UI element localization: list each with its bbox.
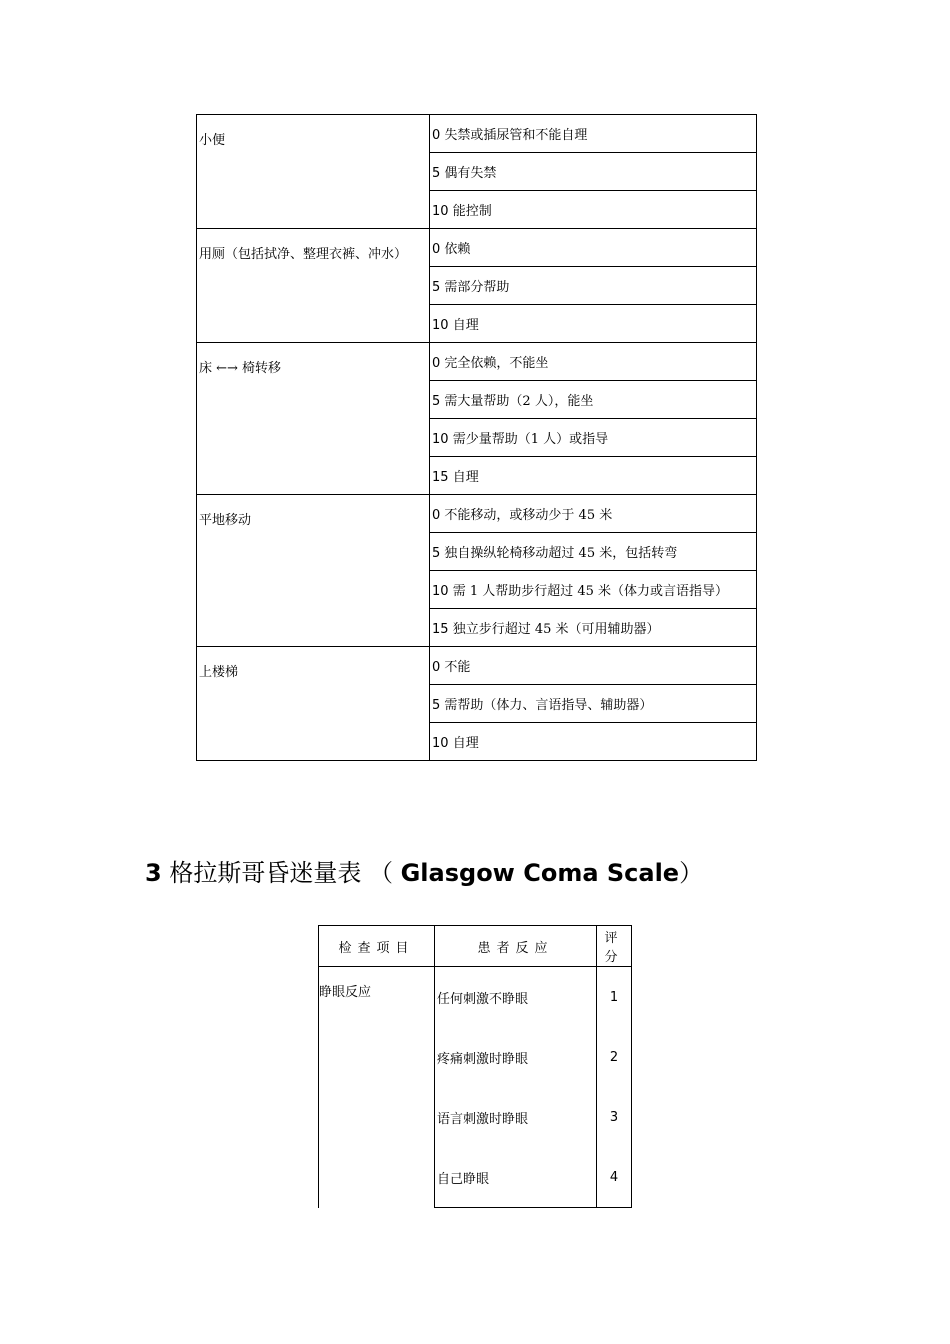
score-cell: 3 xyxy=(597,1087,632,1147)
option-score: 0 xyxy=(432,356,441,371)
option-text: 独自操纵轮椅移动超过 45 米，包括转弯 xyxy=(444,546,678,561)
option-cell xyxy=(430,685,757,723)
option-score: 0 xyxy=(432,660,441,675)
section-paren-open: （ xyxy=(361,859,401,887)
option-text: 需大量帮助（2 人），能坐 xyxy=(444,394,594,409)
table-row xyxy=(197,115,757,153)
option-text: 需 1 人帮助步行超过 45 米（体力或言语指导） xyxy=(452,584,729,599)
section-heading xyxy=(145,853,703,888)
header-response: 患者反应 xyxy=(435,926,597,967)
option-cell xyxy=(430,419,757,457)
section-title-cn: 格拉斯哥昏迷量表 xyxy=(169,859,362,887)
option-text: 需少量帮助（1 人）或指导 xyxy=(452,432,609,447)
gcs-table xyxy=(318,925,632,1208)
option-score: 0 xyxy=(432,242,441,257)
option-text: 自理 xyxy=(452,470,479,485)
response-cell: 疼痛刺激时睁眼 xyxy=(435,1027,597,1087)
option-text: 独立步行超过 45 米（可用辅助器） xyxy=(452,622,660,637)
section-title-en: Glasgow Coma Scale xyxy=(400,859,680,887)
option-text: 不能 xyxy=(444,660,471,675)
option-score: 15 xyxy=(432,622,449,637)
option-score: 5 xyxy=(432,166,441,181)
option-score: 10 xyxy=(432,318,449,333)
category-cell: 平地移动 xyxy=(197,495,430,647)
option-cell xyxy=(430,647,757,685)
table-row xyxy=(319,967,632,1028)
option-cell xyxy=(430,571,757,609)
option-text: 失禁或插尿管和不能自理 xyxy=(444,128,588,143)
response-cell: 自己睁眼 xyxy=(435,1147,597,1208)
option-text: 完全依赖，不能坐 xyxy=(444,356,549,371)
option-cell xyxy=(430,153,757,191)
option-cell xyxy=(430,267,757,305)
category-cell: 床 ←→ 椅转移 xyxy=(197,343,430,495)
table-row xyxy=(197,343,757,381)
response-cell: 语言刺激时睁眼 xyxy=(435,1087,597,1147)
option-text: 依赖 xyxy=(444,242,471,257)
option-text: 自理 xyxy=(452,318,479,333)
header-item: 检查项目 xyxy=(319,926,435,967)
option-text: 不能移动，或移动少于 45 米 xyxy=(444,508,613,523)
option-score: 10 xyxy=(432,736,449,751)
option-text: 能控制 xyxy=(452,204,492,219)
header-score: 评分 xyxy=(597,926,632,967)
option-score: 5 xyxy=(432,394,441,409)
response-cell: 任何刺激不睁眼 xyxy=(435,967,597,1028)
option-score: 5 xyxy=(432,280,441,295)
option-cell xyxy=(430,609,757,647)
option-cell xyxy=(430,533,757,571)
score-cell: 1 xyxy=(597,967,632,1028)
score-cell: 4 xyxy=(597,1147,632,1208)
option-score: 0 xyxy=(432,128,441,143)
option-text: 自理 xyxy=(452,736,479,751)
option-cell xyxy=(430,457,757,495)
option-cell xyxy=(430,343,757,381)
option-score: 5 xyxy=(432,698,441,713)
score-cell: 2 xyxy=(597,1027,632,1087)
option-cell xyxy=(430,305,757,343)
option-text: 需帮助（体力、言语指导、辅助器） xyxy=(444,698,653,713)
option-text: 需部分帮助 xyxy=(444,280,510,295)
option-score: 5 xyxy=(432,546,441,561)
option-score: 0 xyxy=(432,508,441,523)
option-cell xyxy=(430,191,757,229)
section-number: 3 xyxy=(145,859,162,887)
option-cell xyxy=(430,115,757,153)
adl-scoring-table xyxy=(196,114,757,761)
option-score: 15 xyxy=(432,470,449,485)
category-cell: 用厕（包括拭净、整理衣裤、冲水） xyxy=(197,229,430,343)
option-cell xyxy=(430,723,757,761)
category-cell: 上楼梯 xyxy=(197,647,430,761)
option-text: 偶有失禁 xyxy=(444,166,497,181)
option-score: 10 xyxy=(432,584,449,599)
category-cell: 小便 xyxy=(197,115,430,229)
option-cell xyxy=(430,381,757,419)
option-cell xyxy=(430,495,757,533)
table-row xyxy=(197,647,757,685)
option-cell xyxy=(430,229,757,267)
table-row xyxy=(197,229,757,267)
header-row xyxy=(319,926,632,967)
option-score: 10 xyxy=(432,432,449,447)
section-paren-close: ） xyxy=(679,859,704,887)
item-cell: 睁眼反应 xyxy=(319,967,435,1208)
option-score: 10 xyxy=(432,204,449,219)
table-row xyxy=(197,495,757,533)
